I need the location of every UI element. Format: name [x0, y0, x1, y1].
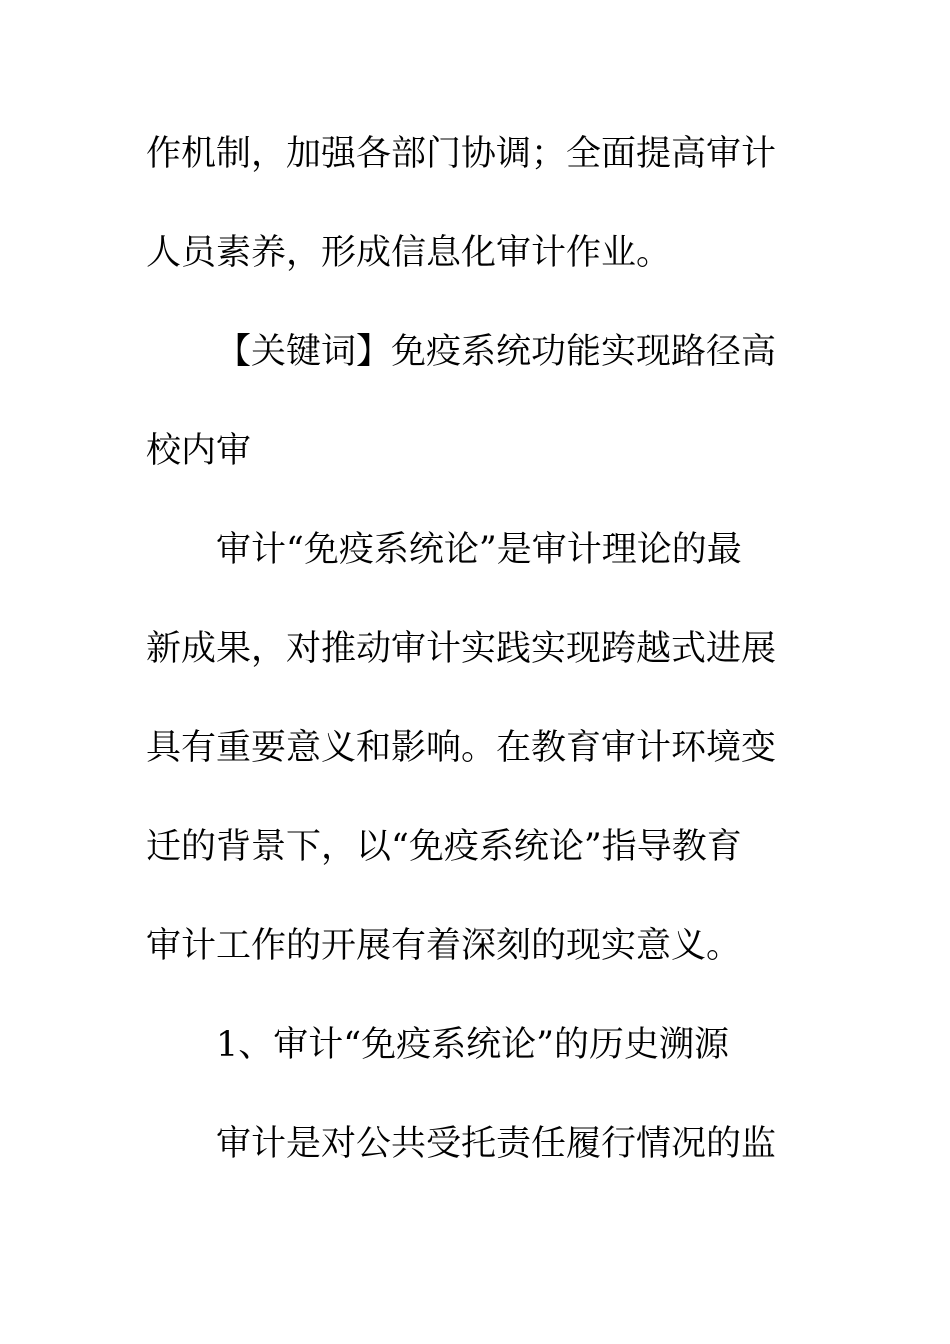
body-text	[146, 126, 806, 1215]
text-line: 具有重要意义和影响。在教育审计环境变	[146, 728, 777, 768]
text-line: 新成果，对推动审计实践实现跨越式进展	[146, 629, 777, 669]
keywords-line-continued: 校内审	[146, 431, 252, 471]
text-line: 人员素养，形成信息化审计作业。	[146, 233, 672, 273]
keywords-line: 【关键词】免疫系统功能实现路径高	[216, 332, 777, 372]
text-line: 审计工作的开展有着深刻的现实意义。	[146, 926, 742, 966]
section-heading: 1、审计“免疫系统论”的历史溯源	[216, 1025, 730, 1065]
paragraph-start: 审计“免疫系统论”是审计理论的最	[216, 530, 742, 570]
paragraph-start: 审计是对公共受托责任履行情况的监	[216, 1124, 777, 1164]
text-line: 作机制，加强各部门协调；全面提高审计	[146, 134, 777, 174]
text-line: 迁的背景下，以“免疫系统论”指导教育	[146, 827, 742, 867]
